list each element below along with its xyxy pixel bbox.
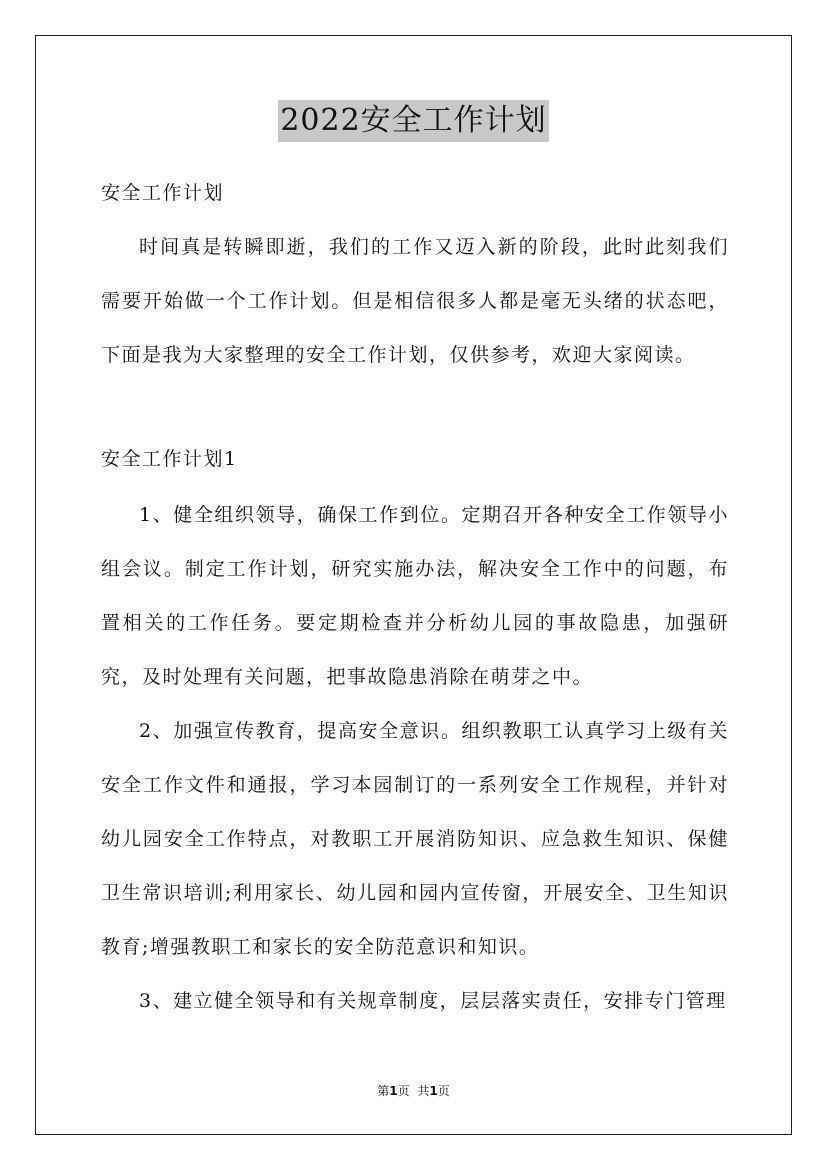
- title-container: [0, 100, 827, 142]
- intro-paragraph: 时间真是转瞬即逝，我们的工作又迈入新的阶段，此时此刻我们需要开始做一个工作计划。但是相信很多人都是毫无头绪的状态吧，下面是我为大家整理的安全工作计划，仅供参考，欢迎大家阅读。: [101, 236, 729, 366]
- list-item-2: 2、加强宣传教育，提高安全意识。组织教职工认真学习上级有关安全工作文件和通报，学习本园制订的一系列安全工作规程，并针对幼儿园安全工作特点，对教职工开展消防知识、应急救生知识、保健卫生常识培训;利用家长、幼儿园和园内宣传窗，开展安全、卫生知识教育;增强教职工和家长的安全防范意识和知识。: [101, 720, 729, 958]
- section-heading: 安全工作计划1: [101, 448, 238, 470]
- page-number: 1: [389, 1084, 398, 1098]
- total-pages: 1: [429, 1084, 438, 1098]
- page-unit: 页: [397, 1084, 410, 1098]
- document-body: [101, 176, 729, 1028]
- list-item-1: 1、健全组织领导，确保工作到位。定期召开各种安全工作领导小组会议。制定工作计划，研究实施办法，解决安全工作中的问题，布置相关的工作任务。要定期检查并分析幼儿园的事故隐患，加强研究，及时处理有关问题，把事故隐患消除在萌芽之中。: [101, 504, 729, 688]
- document-title: 2022安全工作计划: [278, 100, 548, 142]
- page-prefix: 第: [377, 1084, 390, 1098]
- subtitle: 安全工作计划: [101, 182, 225, 204]
- page-footer: [0, 1081, 827, 1101]
- total-prefix: 共: [417, 1084, 430, 1098]
- total-unit: 页: [437, 1084, 450, 1098]
- list-item-3: 3、建立健全领导和有关规章制度，层层落实责任，安排专门管理: [139, 990, 727, 1012]
